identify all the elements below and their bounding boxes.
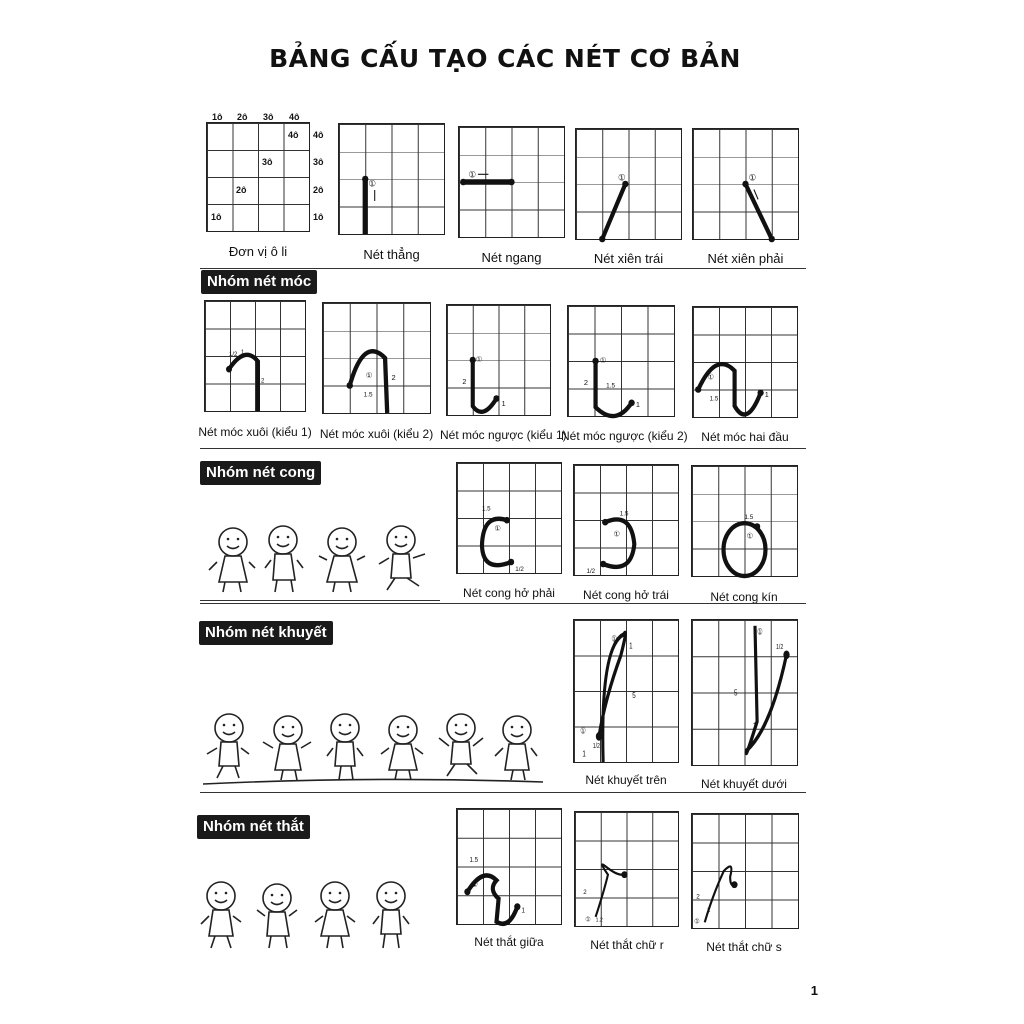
svg-text:①: ① [694, 918, 700, 926]
unit-label: 2ô [237, 112, 248, 122]
caption-net-thang: Nét thẳng [363, 247, 420, 262]
svg-text:1/2: 1/2 [229, 350, 238, 359]
ground-line [200, 600, 440, 601]
caption-moc-nguoc-2: Nét móc ngược (kiểu 2) [561, 429, 688, 443]
grid-khuyet-duoi [691, 619, 798, 766]
caption-that-chu-s: Nét thắt chữ s [706, 940, 782, 954]
svg-text:①: ① [471, 879, 479, 890]
grid-net-xien-trai [575, 128, 682, 240]
svg-text:①: ① [365, 370, 373, 380]
svg-text:①: ① [611, 633, 618, 644]
svg-text:①: ① [748, 172, 757, 183]
caption-that-chu-r: Nét thắt chữ r [590, 938, 664, 952]
grid-moc-xuoi-2 [322, 302, 431, 414]
svg-text:①: ① [618, 172, 626, 183]
unit-label: 1ô [212, 112, 223, 122]
caption-net-ngang: Nét ngang [481, 250, 542, 265]
svg-text:1/2: 1/2 [515, 565, 524, 573]
unit-label: 4ô [288, 130, 299, 140]
svg-text:①: ① [475, 354, 483, 365]
svg-text:1.5: 1.5 [619, 510, 629, 518]
svg-text:1: 1 [629, 640, 633, 651]
svg-text:2: 2 [696, 893, 700, 901]
svg-text:①: ① [746, 531, 754, 541]
unit-label: 4ô [289, 112, 300, 122]
caption-net-xien-trai: Nét xiên trái [593, 251, 664, 266]
grid-net-ngang [458, 126, 565, 238]
divider [200, 448, 806, 449]
children-illustration [205, 520, 435, 595]
grid-that-chu-r [574, 811, 679, 927]
grid-net-thang [338, 123, 445, 235]
caption-moc-hai-dau: Nét móc hai đầu [701, 430, 789, 444]
svg-text:2: 2 [583, 378, 589, 388]
unit-label: 2ô [313, 185, 324, 195]
divider [200, 268, 806, 269]
svg-text:2: 2 [583, 888, 587, 897]
grid-cong-ho-phai [456, 462, 562, 574]
caption-cong-kin: Nét cong kín [710, 590, 778, 604]
header-nhom-net-that: Nhóm nét thắt [197, 815, 310, 839]
svg-text:①: ① [707, 372, 715, 382]
svg-text:1: 1 [706, 906, 711, 915]
svg-text:1.5: 1.5 [606, 382, 615, 390]
svg-text:5: 5 [734, 687, 738, 698]
unit-label: 3ô [262, 157, 273, 167]
grid-that-chu-s [691, 813, 799, 929]
children-illustration [197, 876, 422, 956]
grid-moc-nguoc-1 [446, 304, 551, 416]
svg-text:1.5: 1.5 [744, 513, 754, 521]
caption-cong-ho-trai: Nét cong hở trái [583, 588, 669, 602]
unit-label: 2ô [236, 185, 247, 195]
svg-text:①: ① [368, 178, 376, 189]
svg-text:1/2: 1/2 [776, 643, 784, 652]
svg-text:1: 1 [582, 748, 586, 759]
svg-text:1.5: 1.5 [709, 395, 719, 403]
svg-text:2: 2 [462, 376, 467, 387]
svg-text:①: ① [613, 529, 621, 539]
svg-text:1/2: 1/2 [586, 567, 596, 575]
header-nhom-net-cong: Nhóm nét cong [200, 461, 321, 485]
grid-net-xien-phai [692, 128, 799, 240]
header-nhom-net-khuyet: Nhóm nét khuyết [199, 621, 333, 645]
svg-text:①: ① [599, 356, 607, 366]
caption-moc-nguoc-1: Nét móc ngược (kiểu 1) [440, 428, 567, 442]
unit-label: 1ô [211, 212, 222, 222]
caption-unit: Đơn vị ô li [228, 244, 288, 259]
grid-cong-ho-trai [573, 464, 679, 576]
svg-text:5: 5 [632, 690, 636, 701]
svg-text:1: 1 [501, 398, 506, 409]
grid-moc-nguoc-2 [567, 305, 675, 417]
header-nhom-net-moc: Nhóm nét móc [201, 270, 317, 294]
unit-label: 3ô [263, 112, 274, 122]
grid-cong-kin [691, 465, 798, 577]
page-title: BẢNG CẤU TẠO CÁC NÉT CƠ BẢN [269, 44, 741, 73]
unit-label: 1ô [313, 212, 324, 222]
divider [200, 603, 806, 604]
svg-text:2: 2 [391, 372, 396, 383]
unit-label: 4ô [313, 130, 324, 140]
svg-text:1.2: 1.2 [595, 917, 603, 924]
caption-net-xien-phai: Nét xiên phải [707, 251, 784, 266]
svg-text:1: 1 [764, 390, 769, 400]
grid-moc-hai-dau [692, 306, 798, 418]
svg-text:①: ① [580, 725, 586, 736]
caption-khuyet-tren: Nét khuyết trên [585, 773, 667, 787]
svg-text:1: 1 [241, 348, 245, 356]
children-illustration [203, 708, 543, 788]
caption-khuyet-duoi: Nét khuyết dưới [701, 777, 787, 791]
svg-text:①: ① [468, 169, 476, 180]
svg-text:2: 2 [261, 377, 265, 385]
svg-text:1.5: 1.5 [363, 391, 373, 399]
svg-text:1: 1 [521, 907, 525, 915]
caption-moc-xuoi-1: Nét móc xuôi (kiểu 1) [198, 425, 312, 439]
svg-text:①: ① [494, 524, 501, 534]
caption-that-giua: Nét thắt giữa [474, 935, 544, 949]
svg-text:1.5: 1.5 [481, 505, 491, 513]
unit-label: 3ô [313, 157, 324, 167]
caption-cong-ho-phai: Nét cong hở phải [463, 586, 555, 600]
grid-moc-xuoi-1 [204, 300, 306, 412]
svg-text:1: 1 [752, 720, 757, 732]
caption-moc-xuoi-2: Nét móc xuôi (kiểu 2) [319, 427, 434, 441]
svg-text:1: 1 [635, 400, 640, 410]
svg-text:1.5: 1.5 [469, 856, 479, 864]
svg-text:①: ① [757, 626, 763, 637]
svg-text:①: ① [585, 916, 591, 924]
divider [200, 792, 806, 793]
svg-text:1/2: 1/2 [592, 742, 600, 751]
grid-that-giua [456, 808, 562, 925]
page-number: 1 [810, 983, 818, 998]
grid-khuyet-tren [573, 619, 679, 763]
